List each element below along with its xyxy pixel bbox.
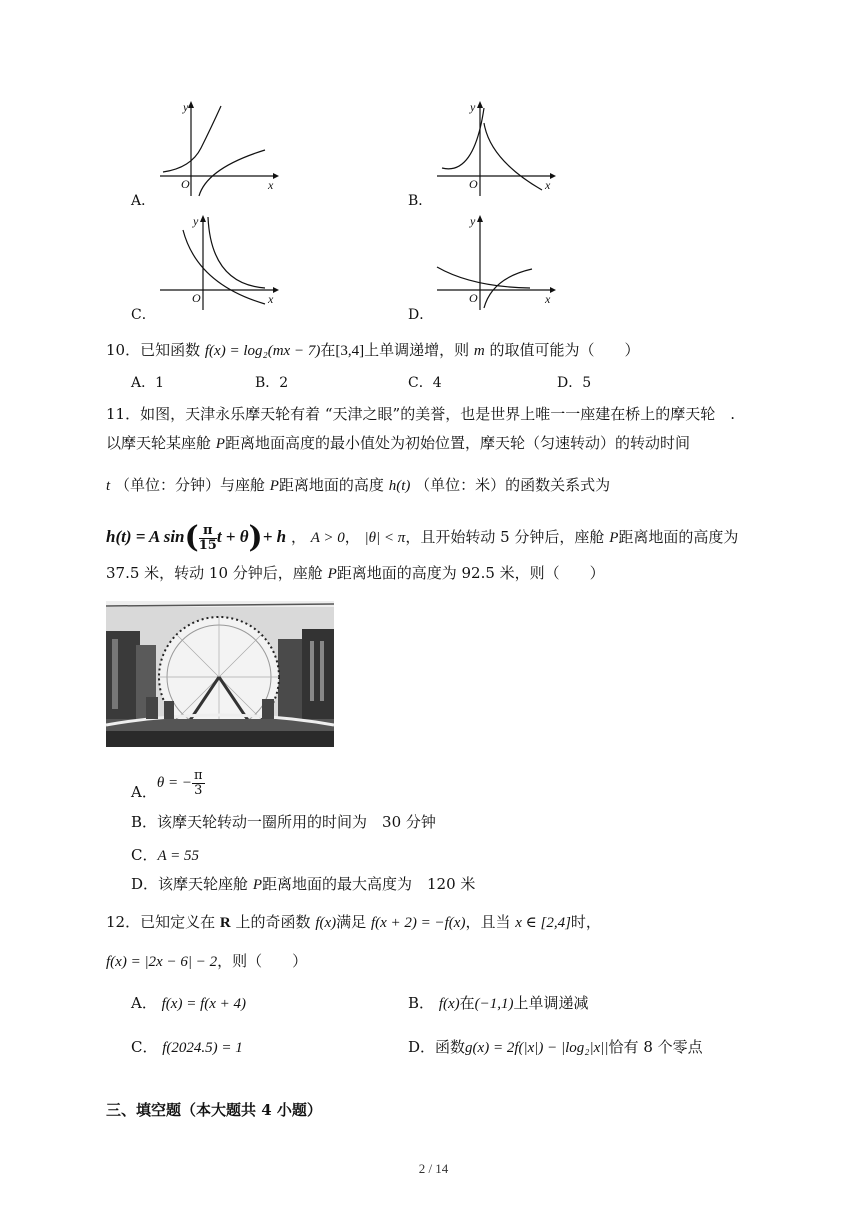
- graph-d-x-label: x: [545, 292, 551, 306]
- section-3-heading: 三、填空题（本大题共 4 小题）: [106, 1101, 322, 1119]
- q10-option-a: A．1: [131, 375, 165, 391]
- graph-c-origin-label: O: [192, 291, 201, 305]
- ferris-wheel-photo: [106, 601, 334, 747]
- q11-option-c: C．A = 55: [131, 846, 199, 864]
- q10-stem-c: 上单调递增，则: [364, 341, 470, 359]
- q9-graph-b: [432, 98, 557, 198]
- q11-line-1: 11．如图，天津永乐摩天轮有着 “天津之眼”的美誉，也是世界上唯一一座建在桥上的摩天轮 .: [106, 405, 735, 423]
- q11-option-d: D．该摩天轮座舱 P距离地面的最大高度为 120 米: [131, 875, 476, 893]
- page-number: 2 / 14: [418, 1161, 449, 1176]
- q11-option-b: B．该摩天轮转动一圈所用的时间为 30 分钟: [131, 813, 436, 831]
- q9-option-d-label: D．: [408, 307, 434, 323]
- graph-a-x-label: x: [268, 178, 274, 192]
- q10-stem: [106, 340, 640, 361]
- q10-var-m: m: [473, 343, 485, 359]
- graph-c-y-label: y: [193, 214, 199, 228]
- q11-cond-theta: |θ| < π: [364, 530, 406, 546]
- graph-b-y-label: y: [470, 100, 476, 114]
- q11-formula-lhs: h(t) = A sin: [106, 527, 185, 546]
- graph-d-y-label: y: [470, 214, 476, 228]
- graph-d-origin-label: O: [469, 291, 478, 305]
- q11-line-3: t （单位：分钟）与座舱 P距离地面的高度 h(t) （单位：米）的函数关系式为: [106, 476, 611, 494]
- q12-stem-line-2: f(x) = |2x − 6| − 2，则（ ）: [106, 952, 308, 970]
- q11-formula-pi: π: [199, 524, 217, 539]
- q10-interval: [3,4]: [335, 343, 365, 359]
- q9-option-a-label: A．: [131, 193, 156, 209]
- q12-option-c: C． f(2024.5) = 1: [131, 1038, 243, 1056]
- q11-formula-line: h(t) = A sin( $\frac{\pi}{15}$ t + θ)+ h ， A > 0， |θ| < π，且开始转动 5 分钟后，座舱 P距离地面的高度为: [106, 520, 739, 555]
- q10-option-c: C．4: [408, 375, 442, 391]
- q11-line-5: 37.5 米，转动 10 分钟后，座舱 P距离地面的高度为 92.5 米，则（ ）: [106, 564, 605, 582]
- q10-number: 10．: [106, 341, 141, 359]
- q9-graph-d: [432, 212, 557, 312]
- q10-option-b: B．2: [255, 375, 289, 391]
- q9-option-b-label: B．: [408, 193, 433, 209]
- q12-stem-line-1: 12．已知定义在 R 上的奇函数 f(x)满足 f(x + 2) = −f(x)，且当 x ∈ [2,4]时，: [106, 913, 601, 931]
- q11-formula-rest: t + θ: [216, 527, 249, 546]
- q11-cond-a: A > 0: [310, 530, 345, 546]
- q11-formula-15: 15: [198, 537, 217, 553]
- q10-function: f(x) = log₂(mx − 7): [204, 343, 321, 359]
- graph-a-y-label: y: [183, 100, 189, 114]
- q12-option-b: B． f(x)在(−1,1)上单调递减: [408, 994, 589, 1012]
- q9-graph-c: [155, 212, 280, 312]
- q11-line-2: 以摩天轮某座舱 P距离地面高度的最小值处为初始位置，摩天轮（匀速转动）的转动时间: [106, 434, 690, 452]
- q9-graph-a: [155, 98, 280, 198]
- q10-stem-a: 已知函数: [140, 341, 201, 359]
- graph-a-origin-label: O: [181, 177, 190, 191]
- q10-option-d: D．5: [557, 375, 592, 391]
- q10-stem-b: 在: [320, 341, 336, 359]
- q12-option-a: A． f(x) = f(x + 4): [131, 994, 246, 1012]
- q10-stem-d: 的取值可能为（ ）: [489, 341, 640, 359]
- q11-formula-tail: + h: [262, 527, 287, 546]
- q11-option-a: A．θ = − $\frac{\pi}{3}$: [131, 767, 203, 801]
- graph-b-x-label: x: [545, 178, 551, 192]
- graph-b-origin-label: O: [469, 177, 478, 191]
- q12-option-d: D．函数g(x) = 2f(|x|) − |log₂|x||恰有 8 个零点: [408, 1038, 703, 1056]
- q9-option-c-label: C．: [131, 307, 156, 323]
- graph-c-x-label: x: [268, 292, 274, 306]
